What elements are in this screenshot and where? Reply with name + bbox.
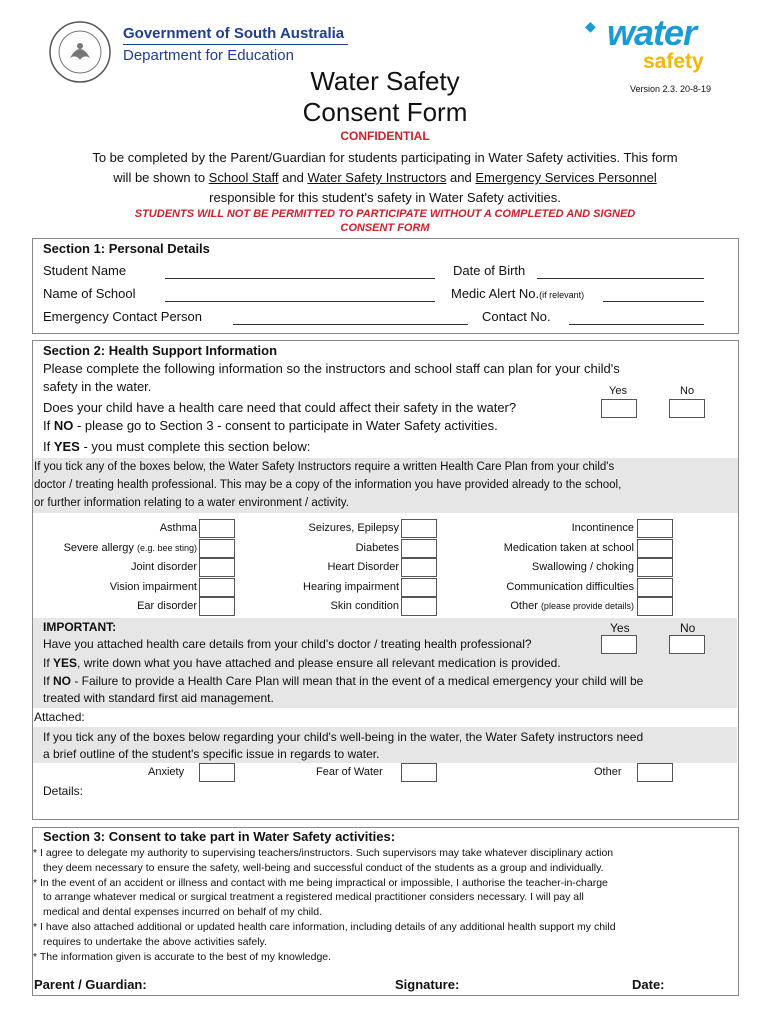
attached-label: Attached: <box>34 710 85 724</box>
student-name-field[interactable] <box>165 263 435 279</box>
severe-allergy-label <box>64 542 197 554</box>
incontinence-label: Incontinence <box>571 522 634 534</box>
communication-label: Communication difficulties <box>506 581 634 593</box>
anxiety-checkbox[interactable] <box>199 763 235 782</box>
heart-label: Heart Disorder <box>327 561 399 573</box>
droplet-icon: ◆ <box>585 18 596 34</box>
clause-4-text: The information given is accurate to the best of my knowledge. <box>39 950 332 963</box>
diabetes-label: Diabetes <box>355 542 399 554</box>
diabetes-checkbox[interactable] <box>401 539 437 558</box>
attached-field[interactable] <box>96 708 736 726</box>
notice-line-2: doctor / treating health professional. This may be a copy of the information you have provided already to the school, <box>34 479 622 491</box>
bullet-star: * <box>33 847 38 859</box>
warning-line-2: CONSENT FORM <box>340 222 430 234</box>
if-yes-rest: - you must complete this section below: <box>79 439 311 454</box>
ear-label: Ear disorder <box>137 600 197 612</box>
sa-seal-logo <box>48 20 112 84</box>
attached-yes-checkbox[interactable] <box>601 635 637 654</box>
clause-2 <box>33 876 733 891</box>
if-no-rest: - please go to Section 3 - consent to participate in Water Safety activities. <box>73 418 498 433</box>
intro-pre: will be shown to <box>113 170 209 185</box>
medic-alert-field[interactable] <box>603 286 704 302</box>
clause-2c: medical and dental expenses incurred on behalf of my child. <box>43 906 322 919</box>
imp-yes-rest: , write down what you have attached and please ensure all relevant medication is provided. <box>77 656 561 670</box>
heart-checkbox[interactable] <box>401 558 437 577</box>
vision-checkbox[interactable] <box>199 578 235 597</box>
fear-water-label: Fear of Water <box>316 766 383 778</box>
if-yes-instruction <box>43 439 310 454</box>
vision-label: Vision impairment <box>109 581 197 593</box>
clause-1b: they deem necessary to ensure the safety, well-being and successful conduct of the students as a group and individually. <box>43 861 604 874</box>
yes-bold: YES <box>53 439 80 454</box>
imp-yes-instruction <box>43 656 561 670</box>
swallowing-checkbox[interactable] <box>637 558 673 577</box>
skin-checkbox[interactable] <box>401 597 437 616</box>
instructors-text: Water Safety Instructors <box>307 170 447 185</box>
yes-header-1: Yes <box>609 385 627 397</box>
date-label: Date: <box>632 977 665 992</box>
health-need-yes-checkbox[interactable] <box>601 399 637 418</box>
version-label: Version 2.3. 20-8-19 <box>630 84 712 94</box>
bullet-star-4: * <box>33 950 38 963</box>
logo-water-text: water <box>607 12 697 53</box>
confidential-label: CONFIDENTIAL <box>340 129 430 143</box>
water-safety-logo <box>585 14 735 78</box>
bullet-star-3: * <box>33 920 38 933</box>
title-line-2: Consent Form <box>302 97 468 127</box>
clause-3 <box>33 920 733 935</box>
if-text-2: If <box>43 439 54 454</box>
clause-4 <box>33 950 733 965</box>
other-wellbeing-label: Other <box>594 766 622 778</box>
section3-title: Section 3: Consent to take part in Water Safety activities: <box>43 829 396 844</box>
no-bold: NO <box>53 418 74 433</box>
attached-no-checkbox[interactable] <box>669 635 705 654</box>
asthma-label: Asthma <box>159 522 197 534</box>
health-plan-notice <box>33 458 738 513</box>
other-condition-checkbox[interactable] <box>637 597 673 616</box>
warning-line-1: STUDENTS WILL NOT BE PERMITTED TO PARTICIPATE WITHOUT A COMPLETED AND SIGNED <box>134 208 636 220</box>
communication-checkbox[interactable] <box>637 578 673 597</box>
allergy-note: (e.g. bee sting) <box>136 543 197 553</box>
details-field[interactable] <box>96 782 736 816</box>
notice-line-3: or further information relating to a water environment / activity. <box>34 497 349 509</box>
clause-1a: I agree to delegate my authority to supervising teachers/instructors. Such supervisors may take whatever disciplinary action <box>40 847 614 859</box>
medic-alert-label <box>451 286 584 301</box>
health-need-no-checkbox[interactable] <box>669 399 705 418</box>
seizures-label: Seizures, Epilepsy <box>308 522 399 534</box>
and-text-2: and <box>446 170 476 185</box>
participation-warning <box>0 207 770 235</box>
dob-label: Date of Birth <box>453 263 526 278</box>
and-text: and <box>278 170 308 185</box>
attached-question: Have you attached health care details from your child's doctor / treating health professional? <box>43 637 532 651</box>
imp-no-rest: - Failure to provide a Health Care Plan will mean that in the event of a medical emergency your child will be <box>71 674 644 688</box>
emergency-contact-field[interactable] <box>233 309 468 325</box>
form-title <box>270 66 500 128</box>
emergency-personnel-text: Emergency Services Personnel <box>475 170 657 185</box>
if-text-3: If <box>43 656 54 670</box>
s2-intro-line-1: Please complete the following information so the instructors and school staff can plan for your child's <box>43 361 620 376</box>
clause-1 <box>33 846 733 861</box>
school-staff-text: School Staff <box>208 170 279 185</box>
section2-intro <box>43 360 620 396</box>
other-wellbeing-checkbox[interactable] <box>637 763 673 782</box>
imp-no-line-2: treated with standard first aid management. <box>43 691 274 705</box>
school-field[interactable] <box>165 286 435 302</box>
other-note: (please provide details) <box>540 601 634 611</box>
emergency-contact-label: Emergency Contact Person <box>43 309 202 324</box>
intro-line-2 <box>0 168 770 188</box>
skin-label: Skin condition <box>330 600 399 612</box>
hearing-checkbox[interactable] <box>401 578 437 597</box>
severe-allergy-checkbox[interactable] <box>199 539 235 558</box>
other-condition-label <box>510 600 634 612</box>
dept-title: Department for Education <box>123 47 294 64</box>
important-label: IMPORTANT: <box>43 620 117 634</box>
clause-2b: to arrange whatever medical or surgical treatment a registered medical practitioner considers necessary. I will pay all <box>43 891 584 904</box>
wb-line-2: a brief outline of the student's specific issue in regards to water. <box>43 747 380 761</box>
contact-no-label: Contact No. <box>482 309 551 324</box>
if-text: If <box>43 418 54 433</box>
no-header-2: No <box>680 621 696 635</box>
school-label: Name of School <box>43 286 136 301</box>
s2-intro-line-2: safety in the water. <box>43 379 152 394</box>
section1-title: Section 1: Personal Details <box>43 241 210 256</box>
if-no-instruction <box>43 418 498 433</box>
dob-field[interactable] <box>537 263 704 279</box>
student-name-label: Student Name <box>43 263 127 278</box>
joint-checkbox[interactable] <box>199 558 235 577</box>
title-line-1: Water Safety <box>310 66 460 96</box>
yes-header-2: Yes <box>610 621 630 635</box>
logo-safety-text: safety <box>643 50 704 73</box>
notice-line-1: If you tick any of the boxes below, the Water Safety Instructors require a written Health Care Plan from your child's <box>34 461 615 473</box>
fear-water-checkbox[interactable] <box>401 763 437 782</box>
gov-title: Government of South Australia <box>123 25 345 42</box>
intro-text <box>0 148 770 208</box>
joint-label: Joint disorder <box>130 561 197 573</box>
other-text: Other <box>510 600 538 612</box>
date-field[interactable] <box>672 975 736 993</box>
signature-field[interactable] <box>470 975 625 993</box>
clause-2a: In the event of an accident or illness and contact with me being impractical or impossible, I authorise the teacher-in-charge <box>40 876 608 889</box>
ear-checkbox[interactable] <box>199 597 235 616</box>
intro-line-3: responsible for this student's safety in Water Safety activities. <box>209 190 561 205</box>
hearing-label: Hearing impairment <box>303 581 399 593</box>
anxiety-label: Anxiety <box>148 766 185 778</box>
wb-line-1: If you tick any of the boxes below regarding your child's well-being in the water, the Water Safety instructors need <box>43 730 644 744</box>
contact-no-field[interactable] <box>569 309 704 325</box>
swallowing-label: Swallowing / choking <box>531 561 634 573</box>
parent-field[interactable] <box>160 975 385 993</box>
no-header-1: No <box>680 385 695 397</box>
dept-rule <box>123 44 348 45</box>
imp-no-instruction <box>43 673 643 707</box>
signature-label: Signature: <box>395 977 460 992</box>
parent-label: Parent / Guardian: <box>34 977 147 992</box>
medic-alert-note: (if relevant) <box>539 290 585 300</box>
clause-3b: requires to undertake the above activities safely. <box>43 935 267 948</box>
consent-clauses <box>33 846 733 964</box>
allergy-text: Severe allergy <box>63 542 134 554</box>
wellbeing-text <box>43 729 643 763</box>
asthma-checkbox[interactable] <box>199 519 235 538</box>
if-text-4: If <box>43 674 54 688</box>
health-need-question: Does your child have a health care need that could affect their safety in the water? <box>43 400 517 415</box>
clause-3a: I have also attached additional or updated health care information, including details of any additional health support my child <box>40 920 616 933</box>
medication-label: Medication taken at school <box>503 542 634 554</box>
section2-title: Section 2: Health Support Information <box>43 343 278 358</box>
medication-checkbox[interactable] <box>637 539 673 558</box>
no-bold-2: NO <box>53 674 72 688</box>
yes-bold-2: YES <box>53 656 78 670</box>
incontinence-checkbox[interactable] <box>637 519 673 538</box>
bullet-star-2: * <box>33 876 38 889</box>
details-label: Details: <box>43 784 84 798</box>
medic-alert-text: Medic Alert No. <box>451 286 540 301</box>
seizures-checkbox[interactable] <box>401 519 437 538</box>
intro-line-1: To be completed by the Parent/Guardian for students participating in Water Safety activities. This form <box>92 150 678 165</box>
